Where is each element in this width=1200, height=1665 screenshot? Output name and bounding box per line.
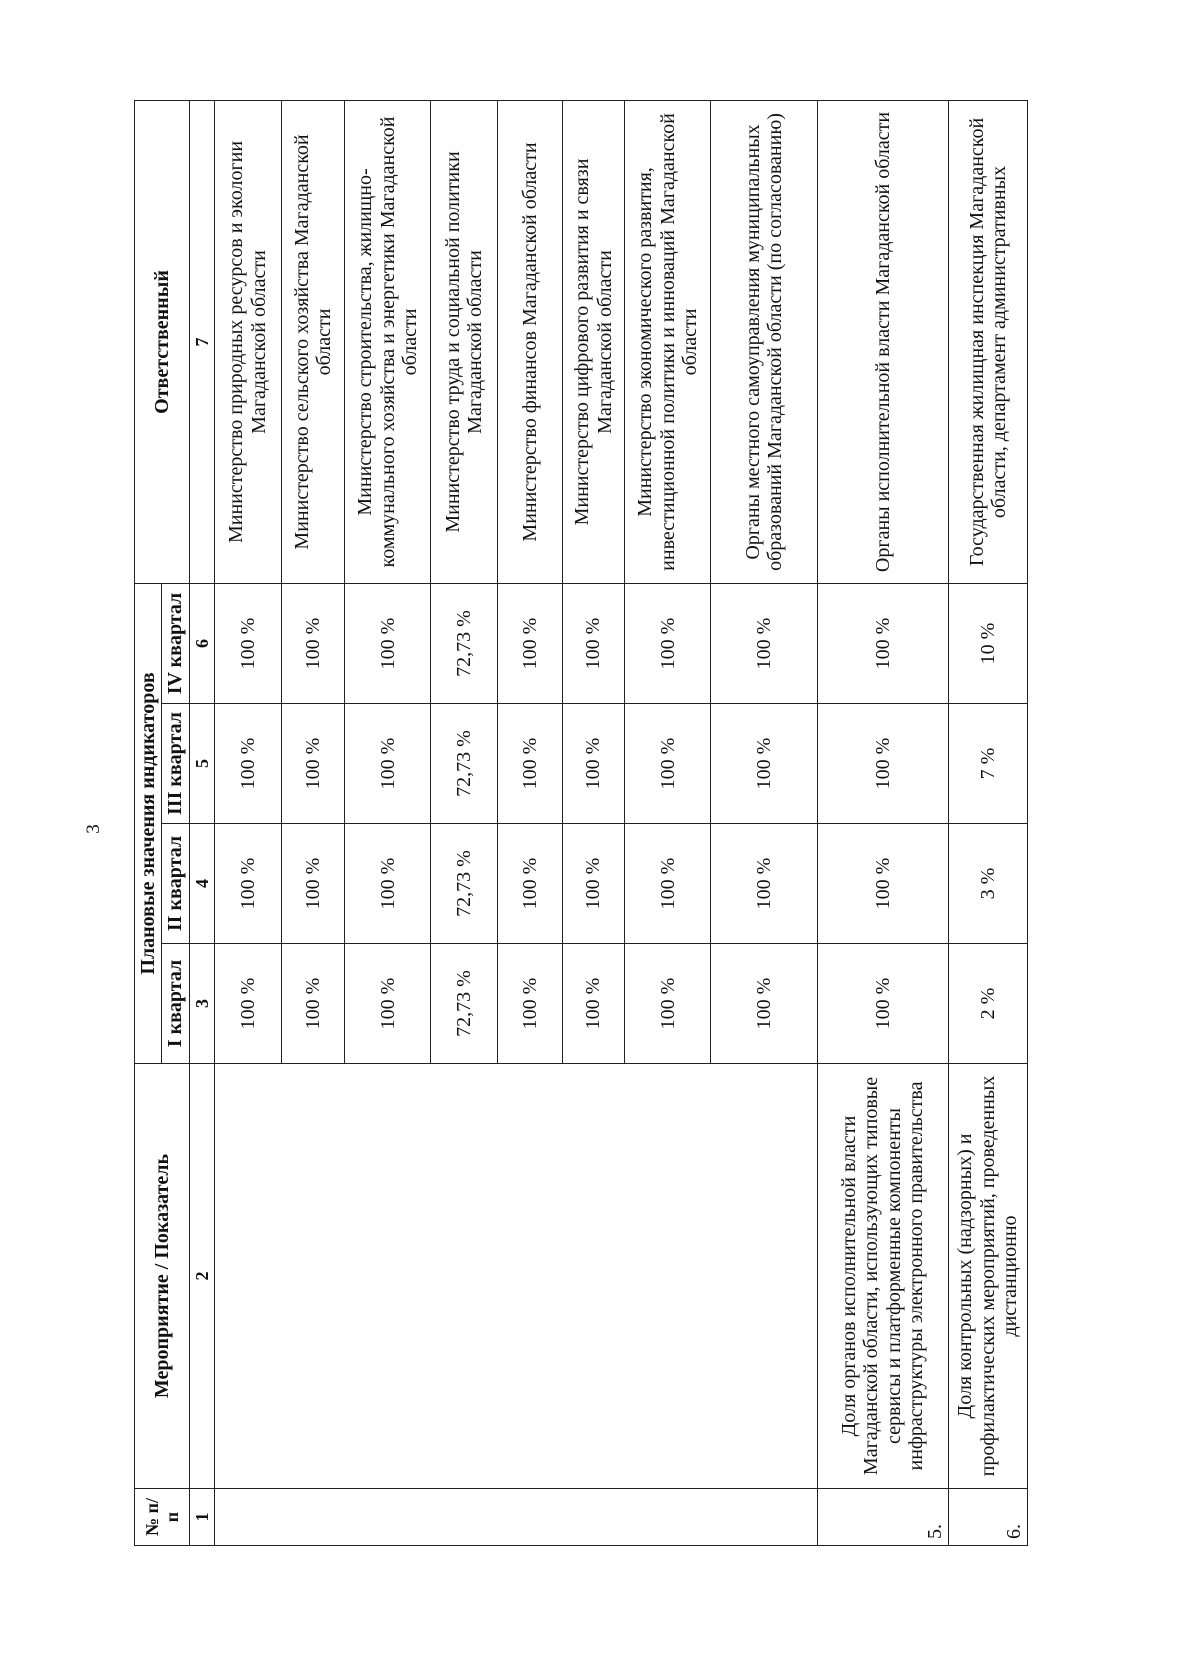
- row-number-cell: 6.: [949, 1489, 1028, 1546]
- value-q3: 100 %: [625, 704, 711, 824]
- header-event: Мероприятие / Показатель: [135, 1064, 190, 1489]
- header-planned-values: Плановые значения индикаторов: [135, 583, 162, 1063]
- value-q3: 100 %: [281, 704, 345, 824]
- row-number-cell: 5.: [817, 1489, 948, 1546]
- value-q2: 100 %: [817, 824, 948, 944]
- value-q1: 100 %: [817, 944, 948, 1064]
- table-row: [214, 100, 281, 1545]
- responsible-cell: Министерство строительства, жилищно-коммунального хозяйства и энергетики Магаданской области: [345, 100, 431, 583]
- responsible-cell: Государственная жилищная инспекция Магаданской области, департамент административных: [949, 100, 1028, 583]
- value-q2: 100 %: [625, 824, 711, 944]
- value-q4: 100 %: [562, 583, 625, 703]
- value-q4: 100 %: [345, 583, 431, 703]
- responsible-cell: Министерство финансов Магаданской области: [498, 100, 563, 583]
- value-q1: 100 %: [281, 944, 345, 1064]
- value-q2: 72,73 %: [431, 824, 498, 944]
- column-number-6: 6: [189, 583, 214, 703]
- value-q1: 100 %: [562, 944, 625, 1064]
- column-number-3: 3: [189, 944, 214, 1064]
- responsible-cell: Министерство природных ресурсов и экологии Магаданской области: [214, 100, 281, 583]
- row-number-cell: [214, 1489, 817, 1546]
- value-q4: 10 %: [949, 583, 1028, 703]
- rotated-table-sheet: [134, 101, 1028, 1546]
- header-q4: IV квартал: [162, 583, 189, 703]
- responsible-cell: Органы местного самоуправления муниципальных образований Магаданской области (по согласованию): [711, 100, 817, 583]
- value-q4: 72,73 %: [431, 583, 498, 703]
- value-q1: 100 %: [345, 944, 431, 1064]
- value-q1: 100 %: [214, 944, 281, 1064]
- header-number: № п/п: [135, 1489, 190, 1546]
- value-q2: 100 %: [498, 824, 563, 944]
- responsible-cell: Министерство сельского хозяйства Магаданской области: [281, 100, 345, 583]
- value-q2: 100 %: [711, 824, 817, 944]
- responsible-cell: Министерство экономического развития, инвестиционной политики и инноваций Магаданской области: [625, 100, 711, 583]
- value-q2: 100 %: [281, 824, 345, 944]
- value-q1: 100 %: [625, 944, 711, 1064]
- table-row: [949, 100, 1028, 1545]
- value-q3: 72,73 %: [431, 704, 498, 824]
- value-q1: 72,73 %: [431, 944, 498, 1064]
- value-q2: 3 %: [949, 824, 1028, 944]
- value-q4: 100 %: [281, 583, 345, 703]
- value-q4: 100 %: [214, 583, 281, 703]
- header-q1: I квартал: [162, 944, 189, 1064]
- header-row-top: [135, 100, 162, 1545]
- value-q3: 100 %: [498, 704, 563, 824]
- page-number: 3: [83, 824, 104, 834]
- value-q3: 100 %: [711, 704, 817, 824]
- responsible-cell: Министерство цифрового развития и связи Магаданской области: [562, 100, 625, 583]
- header-responsible: Ответственный: [135, 100, 190, 583]
- value-q3: 100 %: [562, 704, 625, 824]
- value-q3: 100 %: [214, 704, 281, 824]
- rotated-table-frame: [134, 101, 1028, 1546]
- column-number-2: 2: [189, 1064, 214, 1489]
- table-row: [817, 100, 948, 1545]
- responsible-cell: Органы исполнительной власти Магаданской области: [817, 100, 948, 583]
- value-q3: 100 %: [817, 704, 948, 824]
- column-number-row: [189, 100, 214, 1545]
- value-q4: 100 %: [625, 583, 711, 703]
- value-q3: 7 %: [949, 704, 1028, 824]
- row-indicator-cell: Доля органов исполнительной власти Магаданской области, использующих типовые сервисы и платформенные компоненты инфраструктуры электронного правительства: [817, 1064, 948, 1489]
- value-q2: 100 %: [562, 824, 625, 944]
- column-number-1: 1: [189, 1489, 214, 1546]
- column-number-5: 5: [189, 704, 214, 824]
- value-q2: 100 %: [345, 824, 431, 944]
- value-q1: 100 %: [498, 944, 563, 1064]
- header-q2: II квартал: [162, 824, 189, 944]
- value-q1: 2 %: [949, 944, 1028, 1064]
- column-number-4: 4: [189, 824, 214, 944]
- responsible-cell: Министерство труда и социальной политики Магаданской области: [431, 100, 498, 583]
- value-q1: 100 %: [711, 944, 817, 1064]
- value-q2: 100 %: [214, 824, 281, 944]
- indicators-table: [134, 100, 1028, 1546]
- header-q3: III квартал: [162, 704, 189, 824]
- value-q4: 100 %: [711, 583, 817, 703]
- row-indicator-cell: [214, 1064, 817, 1489]
- value-q4: 100 %: [817, 583, 948, 703]
- column-number-7: 7: [189, 100, 214, 583]
- value-q4: 100 %: [498, 583, 563, 703]
- value-q3: 100 %: [345, 704, 431, 824]
- row-indicator-cell: Доля контрольных (надзорных) и профилактических мероприятий, проведенных дистанционно: [949, 1064, 1028, 1489]
